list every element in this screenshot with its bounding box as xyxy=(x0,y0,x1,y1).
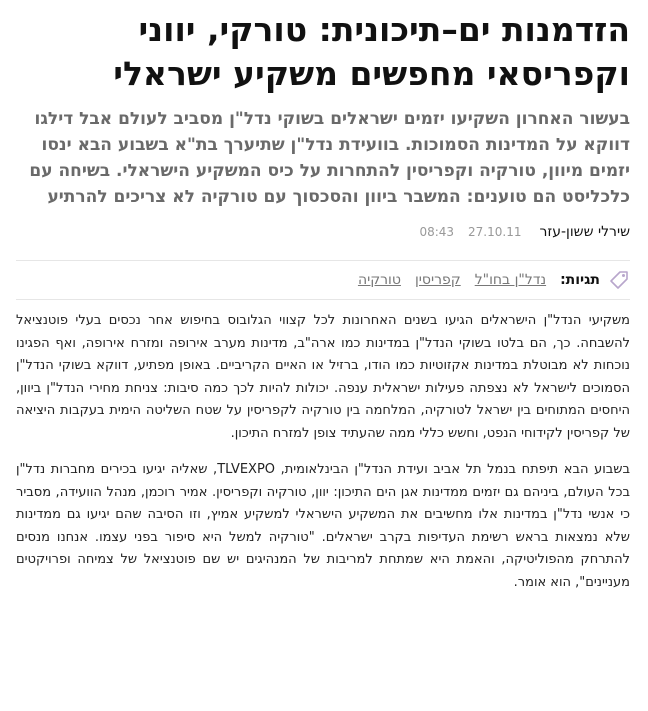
article-subtitle: בעשור האחרון השקיעו יזמים ישראלים בשוקי נדל"ן מסביב לעולם אבל דילגו דווקא על המדינות הסמוכות. בוועידת נדל"ן שתיערך בת"א בשבוע הבא ינסו יזמים מיוון, טורקיה וקפריסין להתחרות על כיס המשקיע הישראלי. בשיחה עם כלכליסט הם טוענים: המשבר ביוון והסכסוך עם טורקיה לא צריכים להרתיע xyxy=(29,109,630,207)
tag-link-overseas-real-estate[interactable]: נדל"ן בחו"ל xyxy=(474,272,547,288)
tag-icon xyxy=(608,269,630,291)
tags-bar xyxy=(16,261,630,299)
divider xyxy=(16,299,630,300)
article-title: הזדמנות ים–תיכונית: טורקי, יווני וקפריסאי מחפשים משקיע ישראלי xyxy=(113,10,630,93)
tag-link-turkey[interactable]: טורקיה xyxy=(357,272,401,288)
body-paragraph: משקיעי הנדל"ן הישראלים הגיעו בשנים האחרונות לכל קצווי הגלובוס בחיפוש אחר נכסים בעלי פוטנציאל להשבחה. כך, הם בלטו בשוקי הנדל"ן במדינות כמו ארה"ב, מדינות מערב אירופה ומזרח אירופה, ואף הפגינו נוכחות לא מבוטלת במדינות אקזוטיות כמו הודו, ברזיל או האיים הקריביים. באופן מפתיע, דווקא בשוקי הנדל"ן הסמוכים לישראל לא נצפתה פעילות ישראלית ענפה. יכולות להיות לכך כמה סיבות: צניחת מחירי הנדל"ן ביוון, היחסים המתוחים בין ישראל לטורקיה, המלחמה בין טורקיה לקפריסין על שטח השליטה הימית בעקבות היציאה של קפריסין לקידוחי הנפט, וחשש כללי ממה שהעתיד צופן למזרח התיכון. xyxy=(16,313,630,441)
body-paragraph: בשבוע הבא תיפתח בנמל תל אביב ועידת הנדל"ן הבינלאומית, TLVEXPO, שאליה יגיעו בכירים מחברות נדל"ן בכל העולם, ביניהם גם יזמים ממדינות אגן הים התיכון: יוון, טורקיה וקפריסין. אמיר רוכמן, מנהל הוועידה, מסביר כי אנשי נדל"ן במדינות אלו מחשיבים את המשקיע הישראלי למשקיע אמיץ, וזו הסיבה שהם יגיעו גם ממדינות שלא נמצאות בראש רשימת העדיפות בקרב ישראלים. "טורקיה למשל היא סיפור בפני עצמו. אנחנו מנסים להתרחק מהפוליטיקה, והאמת היא שמתחת למריבות של המנהיגים יש שם פוטנציאל של צמיחה ופרויקטים מעניינים", הוא אומר. xyxy=(16,462,630,590)
article-body xyxy=(16,310,630,594)
author-name: שירלי ששון-עזר xyxy=(539,224,630,240)
publish-date: 27.10.11 xyxy=(468,225,522,239)
publish-time: 08:43 xyxy=(419,225,455,239)
byline xyxy=(16,222,630,242)
tag-link-cyprus[interactable]: קפריסין xyxy=(414,272,461,288)
tags-label: תגיות: xyxy=(560,272,600,288)
